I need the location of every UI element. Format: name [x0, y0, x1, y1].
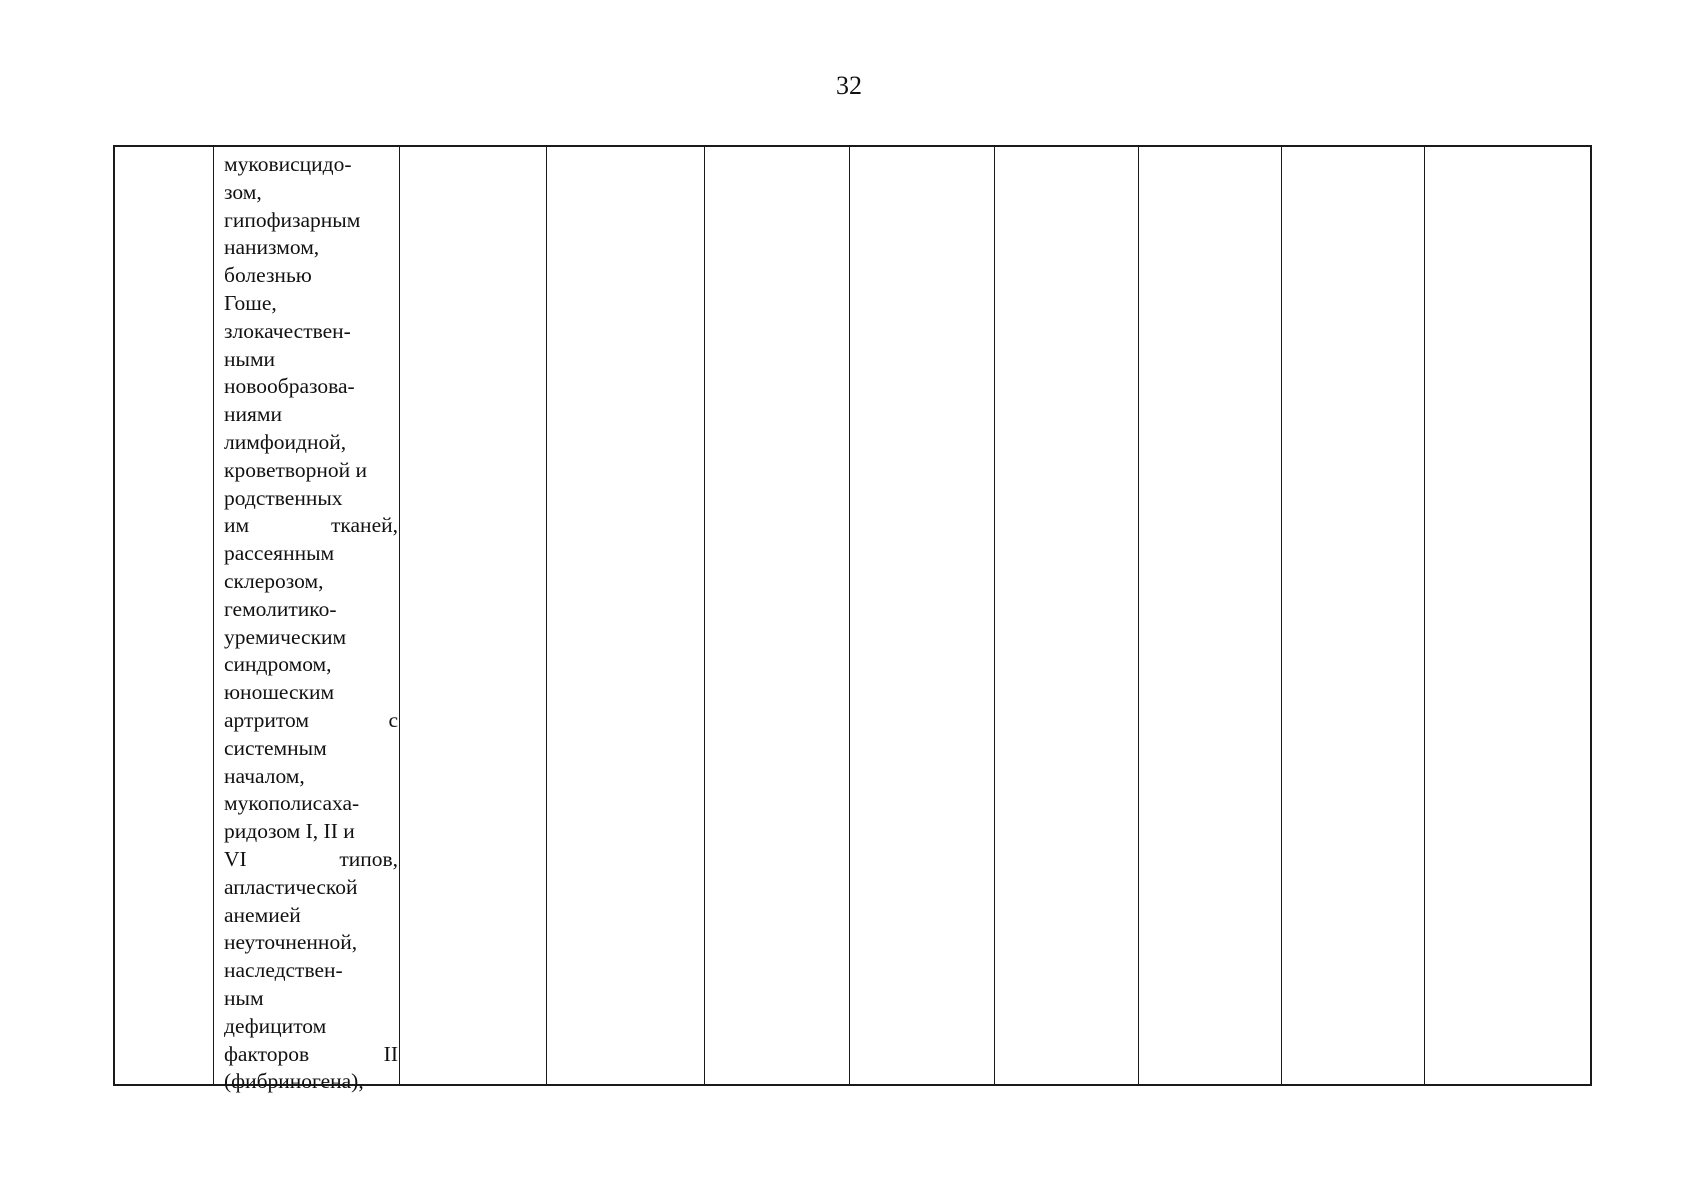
cell-text-line: анемией [224, 902, 301, 927]
document-table [113, 145, 1592, 1094]
cell-text-line: гипофизарным [224, 207, 361, 232]
cell-text-line: зом, [224, 179, 262, 204]
table-column-10 [1425, 147, 1590, 1084]
table-column-8 [1139, 147, 1282, 1084]
cell-text-line: муковисцидо- [224, 152, 352, 176]
table-column-6 [850, 147, 995, 1084]
cell-text-line: наследствен- [224, 958, 343, 983]
cell-text-line: лимфоидной, [224, 429, 347, 454]
table-column-7 [995, 147, 1139, 1084]
cell-text-line: неуточненной, [224, 930, 358, 955]
table-column-3 [400, 147, 547, 1084]
cell-text-line: новообразова- [224, 374, 355, 399]
cell-text-line: кроветворной и [224, 457, 368, 482]
cell-text-line: VI типов, [224, 846, 398, 871]
cell-text-line: ридозом I, II и [224, 819, 355, 844]
table-column-2 [214, 147, 400, 1094]
cell-text-line: им тканей, [224, 513, 398, 538]
table-column-5 [705, 147, 850, 1084]
cell-text-line: дефицитом [224, 1013, 327, 1038]
table-column-9 [1282, 147, 1425, 1084]
cell-text-line: артритом с [224, 707, 398, 732]
cell-text-line: злокачествен- [224, 318, 351, 343]
cell-text-line: (фибриногена), [224, 1069, 364, 1094]
cell-text-line: нанизмом, [224, 235, 320, 260]
cell-text-line: родственных [224, 485, 343, 510]
cell-text-line: факторов II [224, 1041, 398, 1066]
page-number: 32 [836, 71, 862, 100]
cell-text-line: склерозом, [224, 568, 324, 593]
table-column-4 [547, 147, 705, 1084]
table-column-1 [115, 147, 214, 1084]
cell-text-line: апластической [224, 874, 358, 899]
cell-text-line: ными [224, 346, 276, 371]
cell-text-line: Гоше, [224, 290, 277, 315]
cell-text-line: ным [224, 985, 264, 1010]
cell-text-line: гемолитико- [224, 596, 337, 621]
table-cell-disease-list [224, 151, 398, 1096]
cell-text-line: болезнью [224, 263, 312, 288]
cell-text-line: синдромом, [224, 652, 332, 677]
cell-text-line: началом, [224, 763, 305, 788]
cell-text-line: юношеским [224, 680, 335, 705]
cell-text-line: системным [224, 735, 327, 760]
cell-text-line: уремическим [224, 624, 347, 649]
cell-text-line: мукополисаха- [224, 791, 360, 816]
cell-text-line: ниями [224, 402, 283, 427]
cell-text-line: рассеянным [224, 541, 335, 566]
